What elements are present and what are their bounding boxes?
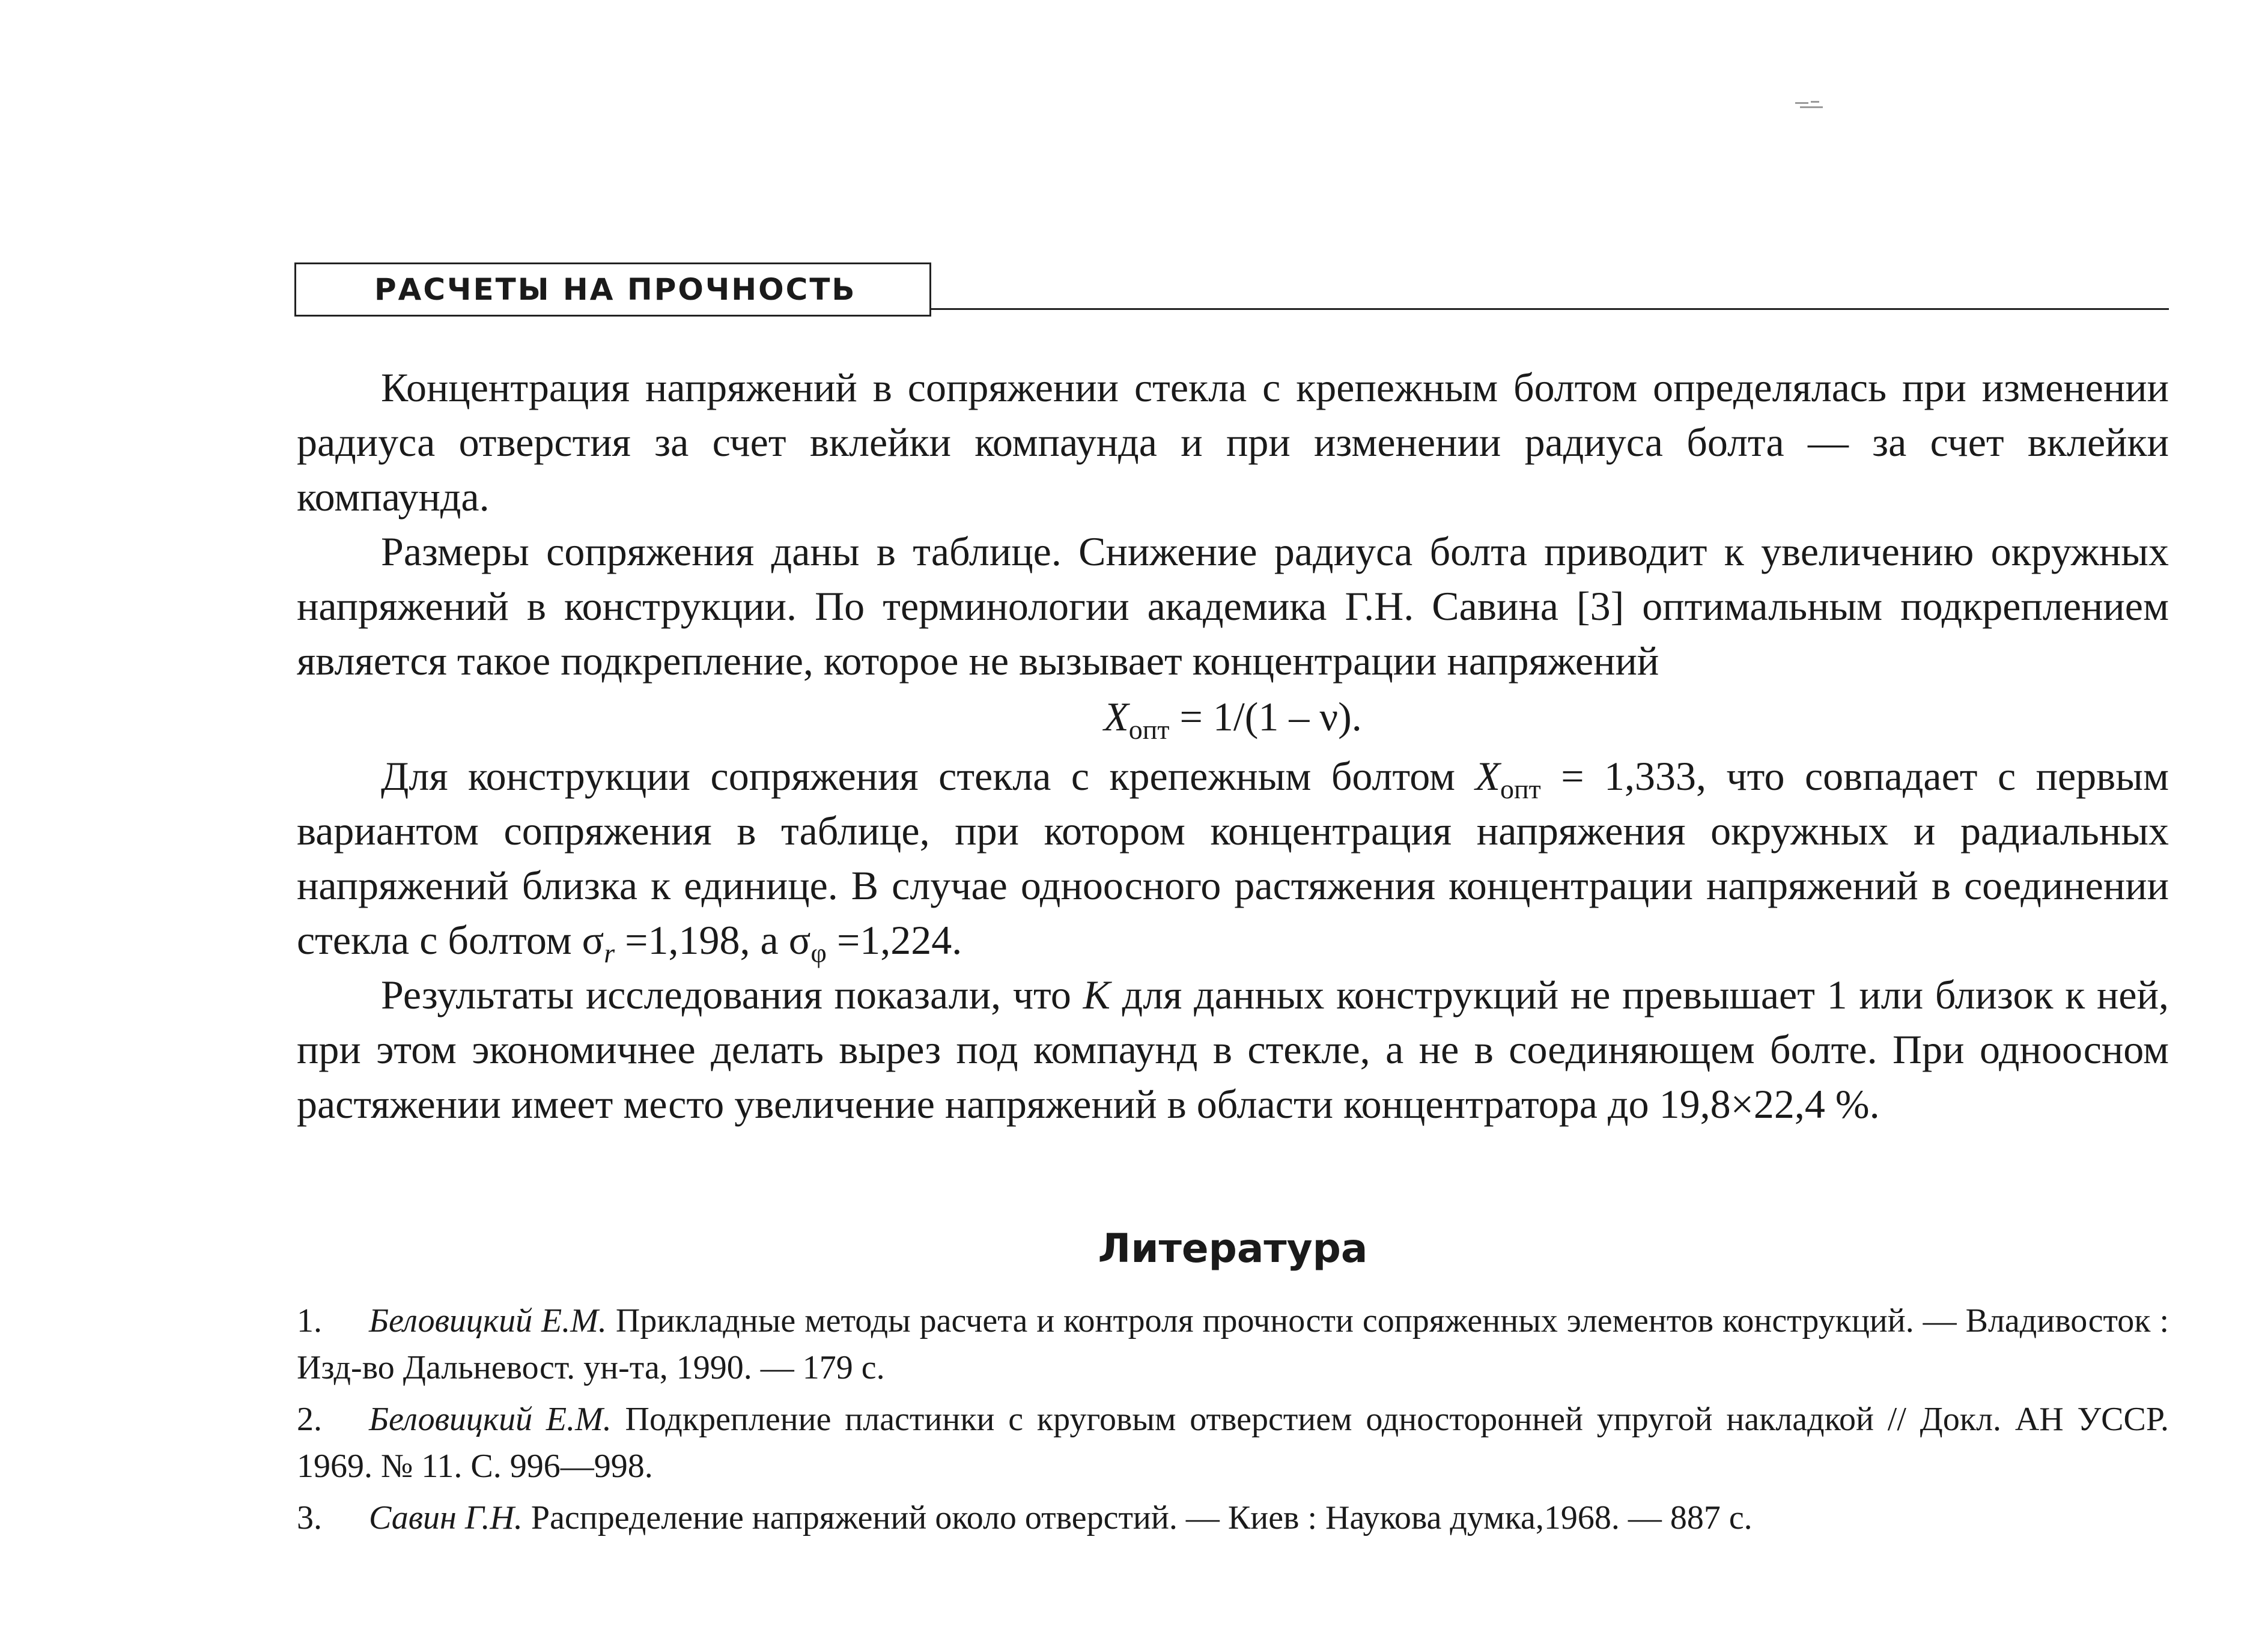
reference-author: Беловицкий Е.М. bbox=[369, 1401, 612, 1438]
formula-sub: опт bbox=[1128, 714, 1170, 745]
p3-sub: опт bbox=[1500, 774, 1541, 804]
reference-item bbox=[297, 1297, 2169, 1391]
reference-text: Распределение напряжений около отверстий. — Киев : Наукова думка,1968. — 887 с. bbox=[522, 1499, 1753, 1536]
sigma-r-value: =1,198, bbox=[615, 917, 750, 963]
scan-speck bbox=[1795, 100, 1831, 111]
reference-number: 2. bbox=[297, 1401, 322, 1438]
reference-author: Беловицкий Е.М. bbox=[369, 1302, 607, 1339]
reference-item bbox=[297, 1396, 2169, 1490]
p3-conjunction: а bbox=[750, 917, 789, 963]
p4-var: K bbox=[1083, 972, 1110, 1018]
reference-text: Подкрепление пластинки с круговым отверстием односторонней упругой накладкой // Докл. АН УССР. 1969. № 11. С. 996—998. bbox=[297, 1401, 2169, 1485]
p3-before: Для конструкции сопряжения стекла с крепежным болтом bbox=[381, 753, 1476, 799]
section-header-title: РАСЧЕТЫ НА ПРОЧНОСТЬ bbox=[374, 272, 857, 307]
paragraph-2: Размеры сопряжения даны в таблице. Снижение радиуса болта приводит к увеличению окружных напряжений в конструкции. По терминологии академика Г.Н. Савина [3] оптимальным подкреплением является такое подкрепление, которое не вызывает концентрации напряжений bbox=[297, 529, 2169, 684]
paragraph-3 bbox=[297, 749, 2169, 968]
p3-after: = 1,333, что совпадает с первым вариантом сопряжения в таблице, при котором концентрация напряжения окружных и радиальных напряжений близка к единице. В случае одноосного растяжения концентрации напряжений в соединении стекла с болтом bbox=[297, 753, 2169, 963]
sigma-r-symbol: σ bbox=[582, 917, 604, 963]
sigma-phi-value: =1,224. bbox=[826, 917, 962, 963]
sigma-phi-subscript: φ bbox=[810, 938, 827, 968]
reference-author: Савин Г.Н. bbox=[369, 1499, 523, 1536]
p3-var: X bbox=[1475, 753, 1501, 799]
paragraph-1: Концентрация напряжений в сопряжении стекла с крепежным болтом определялась при изменении радиуса отверстия за счет вклейки компаунда и при изменении радиуса болта — за счет вклейки компаунда. bbox=[297, 365, 2169, 520]
reference-number: 1. bbox=[297, 1302, 322, 1339]
paragraph-4 bbox=[297, 968, 2169, 1132]
section-header-box bbox=[294, 262, 931, 317]
body-text bbox=[297, 360, 2169, 1132]
reference-text: Прикладные методы расчета и контроля прочности сопряженных элементов конструкций. — Владивосток : Изд-во Дальневост. ун-та, 1990. — 179 с. bbox=[297, 1302, 2169, 1386]
header-rule bbox=[931, 308, 2169, 310]
p4-before: Результаты исследования показали, что bbox=[381, 972, 1083, 1018]
reference-list bbox=[297, 1297, 2169, 1546]
p4-after: для данных конструкций не превышает 1 или близок к ней, при этом экономичнее делать вырез под компаунд в стекле, а не в соединяющем болте. При одноосном растяжении имеет место увеличение напряжений в области концентратора до 19,8×22,4 %. bbox=[297, 972, 2169, 1127]
reference-item bbox=[297, 1494, 2169, 1541]
sigma-phi-symbol: σ bbox=[788, 917, 811, 963]
formula-rest: = 1/(1 – ν). bbox=[1169, 694, 1362, 739]
formula-x-opt bbox=[297, 690, 2169, 744]
literature-heading: Литература bbox=[1098, 1225, 1368, 1272]
reference-number: 3. bbox=[297, 1499, 322, 1536]
formula-var: X bbox=[1104, 694, 1129, 739]
sigma-r-subscript: r bbox=[604, 938, 615, 968]
